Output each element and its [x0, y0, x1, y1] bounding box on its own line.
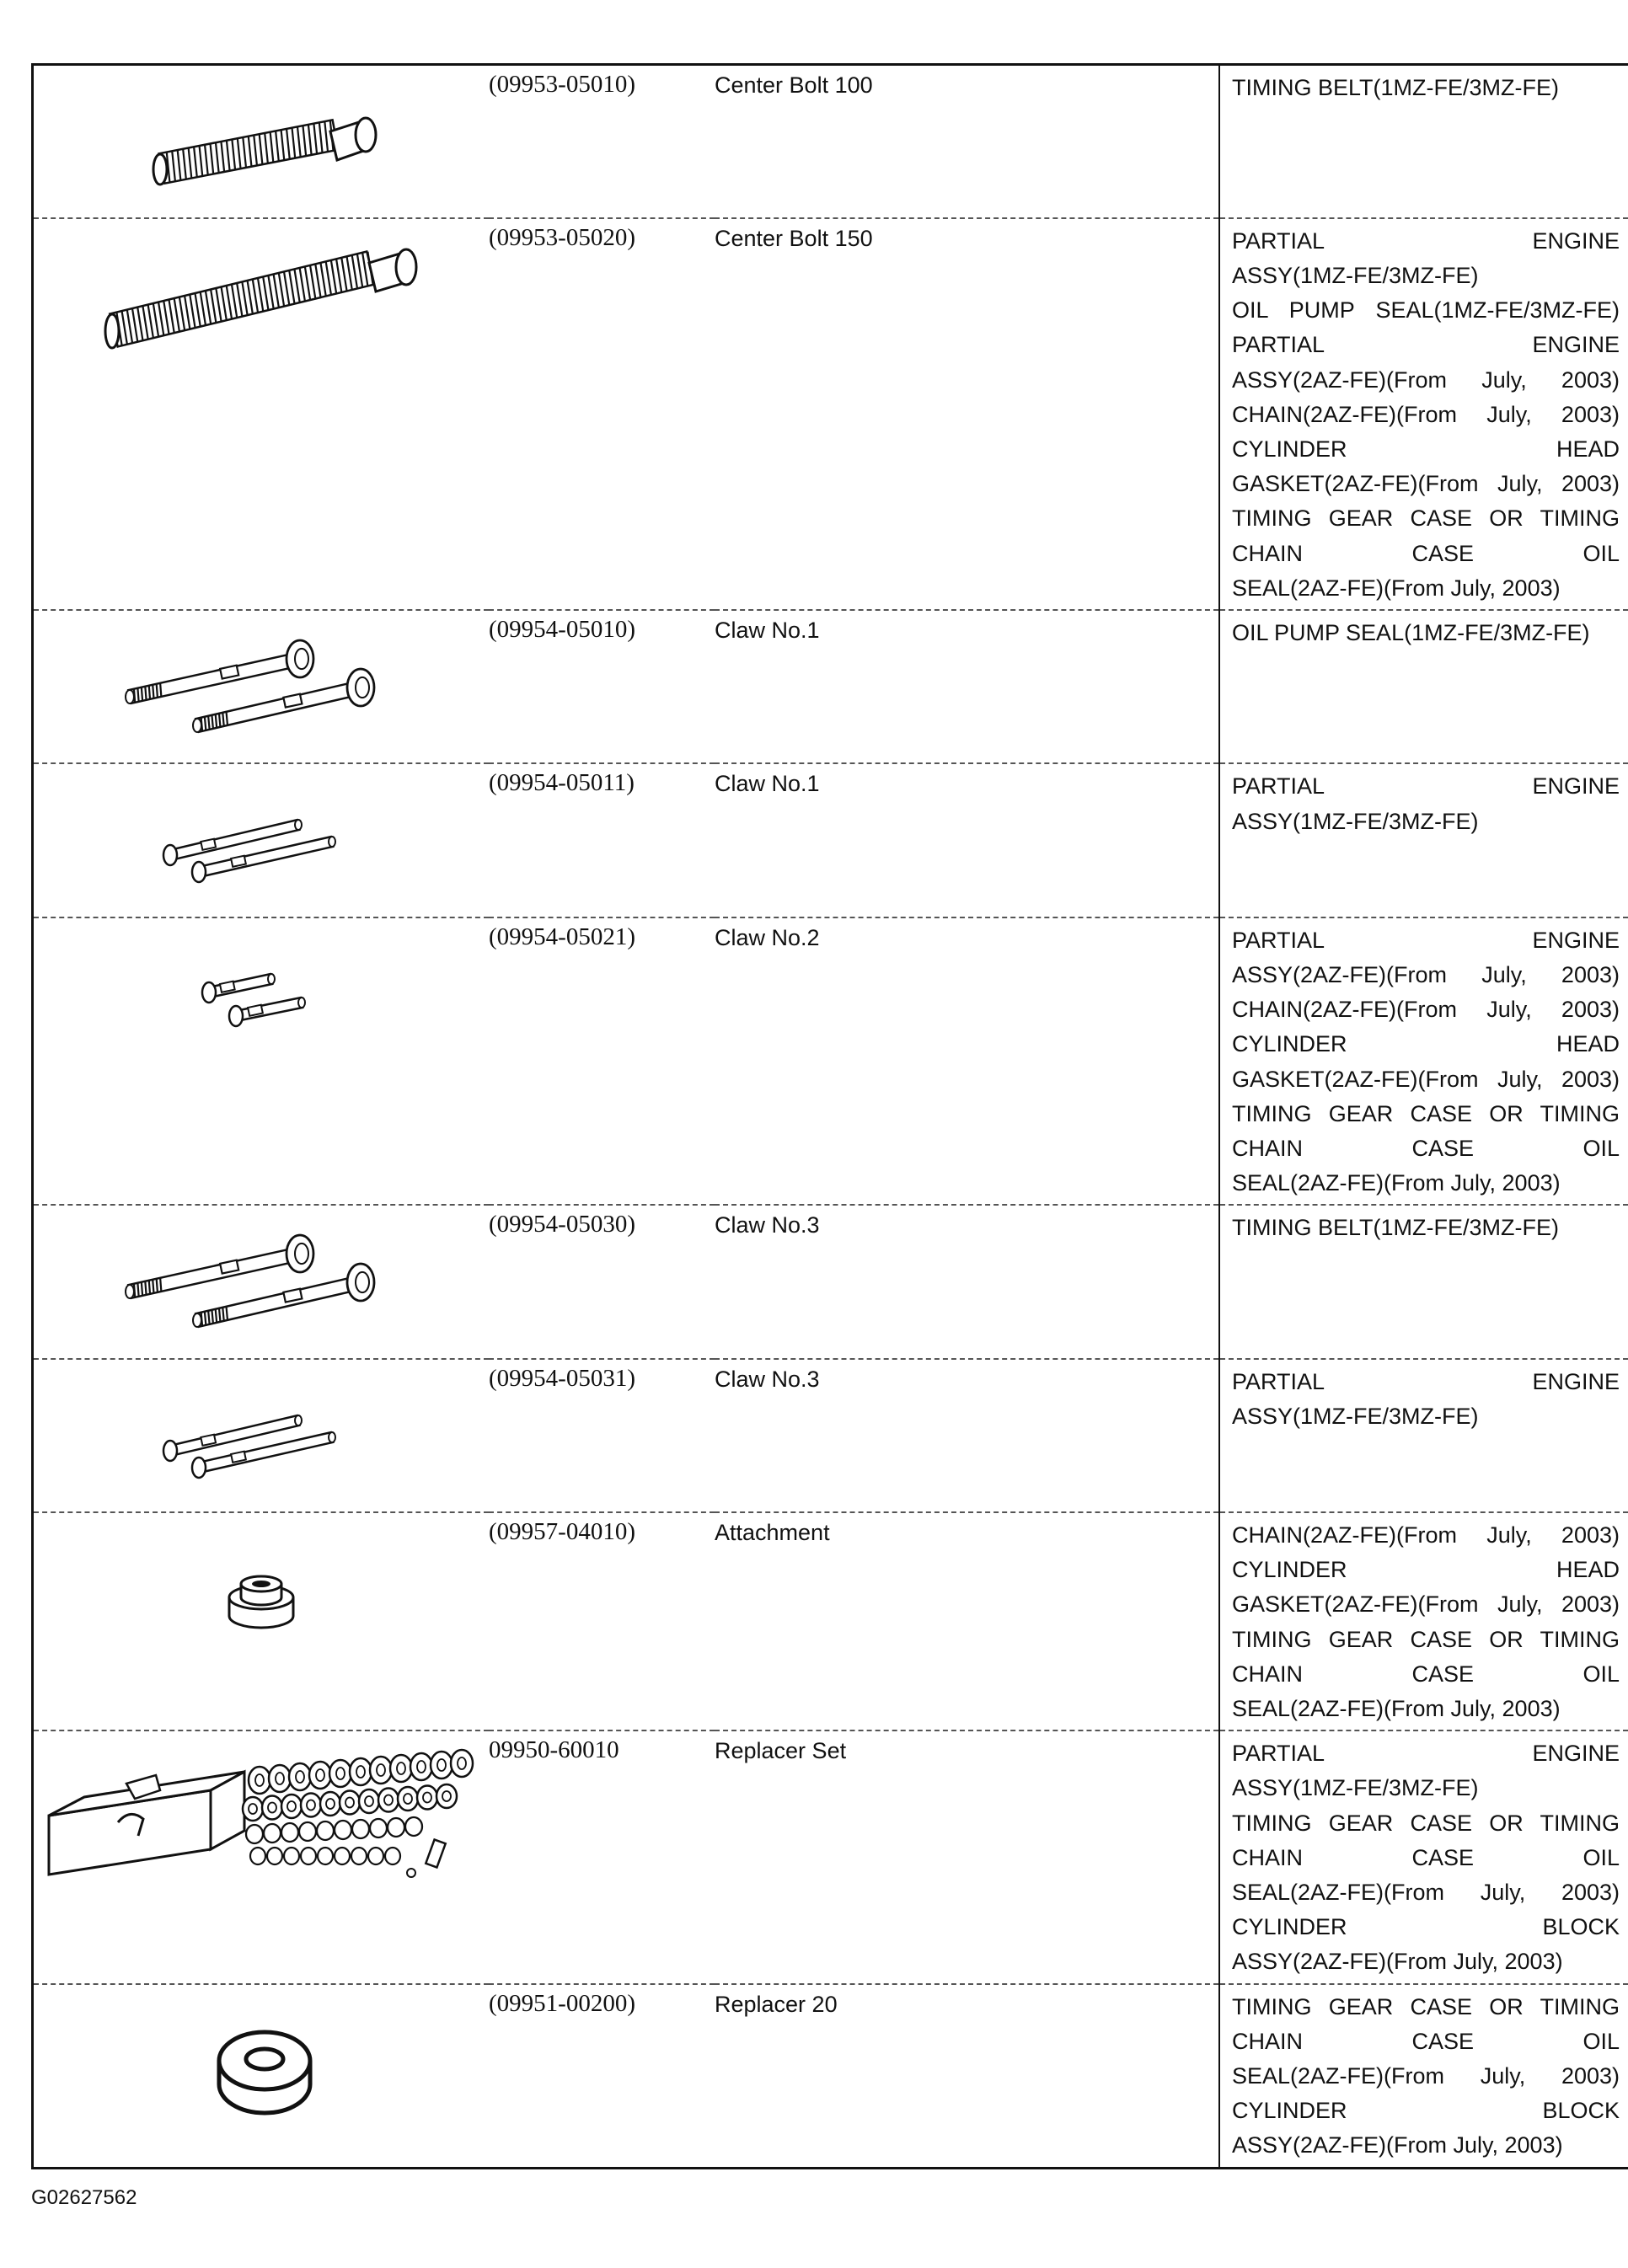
application-line: PARTIAL ENGINE [1232, 927, 1620, 953]
tool-illustration-cell [33, 1512, 490, 1730]
tool-illustration-cell [33, 218, 490, 610]
tool-illustration-cell [33, 1359, 490, 1512]
table-row [33, 1512, 1628, 1730]
application-cell [1219, 65, 1628, 218]
part-number: (09954-05010) [489, 610, 715, 763]
tool-illustration-cell [33, 65, 490, 218]
table-row [33, 65, 1628, 218]
tool-name: Center Bolt 150 [715, 218, 1219, 610]
application-line: CHAIN(2AZ-FE)(From July, 2003) [1232, 997, 1620, 1023]
part-number: (09954-05031) [489, 1359, 715, 1512]
application-line: ASSY(1MZ-FE/3MZ-FE) [1232, 808, 1479, 834]
application-line: CYLINDER HEAD [1232, 436, 1620, 463]
application-line: PARTIAL ENGINE [1232, 332, 1620, 358]
application-line: GASKET(2AZ-FE)(From July, 2003) [1232, 1591, 1620, 1618]
application-line: ASSY(1MZ-FE/3MZ-FE) [1232, 1775, 1479, 1801]
claw-bolt-pair-icon [34, 611, 489, 762]
claw-bolt-pair-icon [34, 1206, 489, 1357]
application-cell [1219, 763, 1628, 917]
tool-list-sheet [31, 63, 1620, 2169]
tool-name: Center Bolt 100 [715, 65, 1219, 218]
table-row [33, 1359, 1628, 1512]
application-line: ASSY(2AZ-FE)(From July, 2003) [1232, 366, 1620, 393]
application-line: OIL PUMP SEAL(1MZ-FE/3MZ-FE) [1232, 620, 1590, 646]
application-cell [1219, 1984, 1628, 2169]
claw-rod-pair-icon [34, 1360, 489, 1511]
application-line: SEAL(2AZ-FE)(From July, 2003) [1232, 2063, 1620, 2089]
part-number: (09954-05021) [489, 917, 715, 1206]
table-row [33, 610, 1628, 763]
table-row [33, 1730, 1628, 1983]
part-number: (09951-00200) [489, 1989, 635, 2017]
application-line: CHAIN(2AZ-FE)(From July, 2003) [1232, 1522, 1620, 1548]
special-tool-table [31, 63, 1628, 2169]
attachment-icon [34, 1513, 489, 1730]
application-line: ASSY(1MZ-FE/3MZ-FE) [1232, 1403, 1479, 1429]
page-code: G02627562 [31, 2186, 137, 2209]
application-cell [1219, 1512, 1628, 1730]
claw-rod-pair-icon [34, 764, 489, 916]
application-line: TIMING GEAR CASE OR TIMING [1232, 1810, 1620, 1836]
application-line: SEAL(2AZ-FE)(From July, 2003) [1232, 1696, 1561, 1722]
table-row [33, 917, 1628, 1206]
application-cell [1219, 610, 1628, 763]
application-cell [1219, 1730, 1628, 1983]
application-line: TIMING GEAR CASE OR TIMING [1232, 1626, 1620, 1652]
application-line: SEAL(2AZ-FE)(From July, 2003) [1232, 575, 1561, 601]
tool-illustration-cell [33, 1205, 490, 1358]
replacer-ring-icon [34, 1985, 489, 2167]
application-line: TIMING GEAR CASE OR TIMING [1232, 1100, 1620, 1126]
tool-illustration-cell [33, 610, 490, 763]
replacer-set-icon [34, 1731, 489, 1982]
application-cell [1219, 1205, 1628, 1358]
application-line: ASSY(2AZ-FE)(From July, 2003) [1232, 1949, 1563, 1975]
tool-name: Replacer 20 [715, 1991, 838, 2017]
tool-name: Claw No.3 [715, 1205, 1219, 1358]
table-row [33, 763, 1628, 917]
claw-short-pair-icon [34, 918, 489, 1205]
application-line: ASSY(1MZ-FE/3MZ-FE) [1232, 263, 1479, 289]
tool-name: Replacer Set [715, 1730, 1219, 1983]
part-number: (09954-05030) [489, 1205, 715, 1358]
application-line: TIMING BELT(1MZ-FE/3MZ-FE) [1232, 75, 1559, 100]
application-line: SEAL(2AZ-FE)(From July, 2003) [1232, 1170, 1561, 1196]
tool-name: Claw No.1 [715, 610, 1219, 763]
tool-illustration-cell [33, 1730, 490, 1983]
tool-illustration-cell [33, 1984, 490, 2169]
application-line: GASKET(2AZ-FE)(From July, 2003) [1232, 1066, 1620, 1092]
application-cell [1219, 917, 1628, 1206]
part-number: (09954-05011) [489, 763, 715, 917]
center-bolt-long-icon [34, 219, 489, 609]
table-row [33, 1984, 1628, 2169]
application-line: SEAL(2AZ-FE)(From July, 2003) [1232, 1880, 1620, 1906]
part-number: (09953-05010) [489, 65, 715, 218]
application-cell [1219, 218, 1628, 610]
center-bolt-short-icon [34, 66, 489, 217]
application-line: TIMING GEAR CASE OR TIMING [1232, 1993, 1620, 2019]
part-number: 09950-60010 [489, 1730, 715, 1983]
application-line: TIMING BELT(1MZ-FE/3MZ-FE) [1232, 1215, 1559, 1241]
table-row [33, 218, 1628, 610]
tool-illustration-cell [33, 917, 490, 1206]
tool-illustration-cell [33, 763, 490, 917]
tool-name: Claw No.1 [715, 763, 1219, 917]
application-line: CHAIN CASE OIL [1232, 1844, 1620, 1870]
application-line: CYLINDER HEAD [1232, 1557, 1620, 1583]
application-line: GASKET(2AZ-FE)(From July, 2003) [1232, 471, 1620, 497]
application-line: ASSY(2AZ-FE)(From July, 2003) [1232, 961, 1620, 987]
tool-name: Claw No.3 [715, 1359, 1219, 1512]
application-line: CYLINDER HEAD [1232, 1031, 1620, 1057]
application-line: CYLINDER BLOCK [1232, 1914, 1620, 1940]
application-line: PARTIAL ENGINE [1232, 1741, 1620, 1767]
part-number: (09957-04010) [489, 1512, 715, 1730]
application-line: CHAIN CASE OIL [1232, 1661, 1620, 1687]
table-row [33, 1205, 1628, 1358]
part-number: (09953-05020) [489, 218, 715, 610]
application-cell [1219, 1359, 1628, 1512]
application-line: CYLINDER BLOCK [1232, 2098, 1620, 2124]
tool-name: Attachment [715, 1512, 1219, 1730]
application-line: CHAIN CASE OIL [1232, 540, 1620, 566]
application-line: CHAIN CASE OIL [1232, 2028, 1620, 2054]
application-line: TIMING GEAR CASE OR TIMING [1232, 505, 1620, 532]
application-line: OIL PUMP SEAL(1MZ-FE/3MZ-FE) [1232, 297, 1620, 324]
application-line: CHAIN CASE OIL [1232, 1135, 1620, 1161]
application-line: PARTIAL ENGINE [1232, 227, 1620, 254]
tool-name: Claw No.2 [715, 917, 1219, 1206]
application-line: CHAIN(2AZ-FE)(From July, 2003) [1232, 401, 1620, 427]
application-line: PARTIAL ENGINE [1232, 773, 1620, 800]
application-line: PARTIAL ENGINE [1232, 1368, 1620, 1394]
application-line: ASSY(2AZ-FE)(From July, 2003) [1232, 2132, 1563, 2158]
